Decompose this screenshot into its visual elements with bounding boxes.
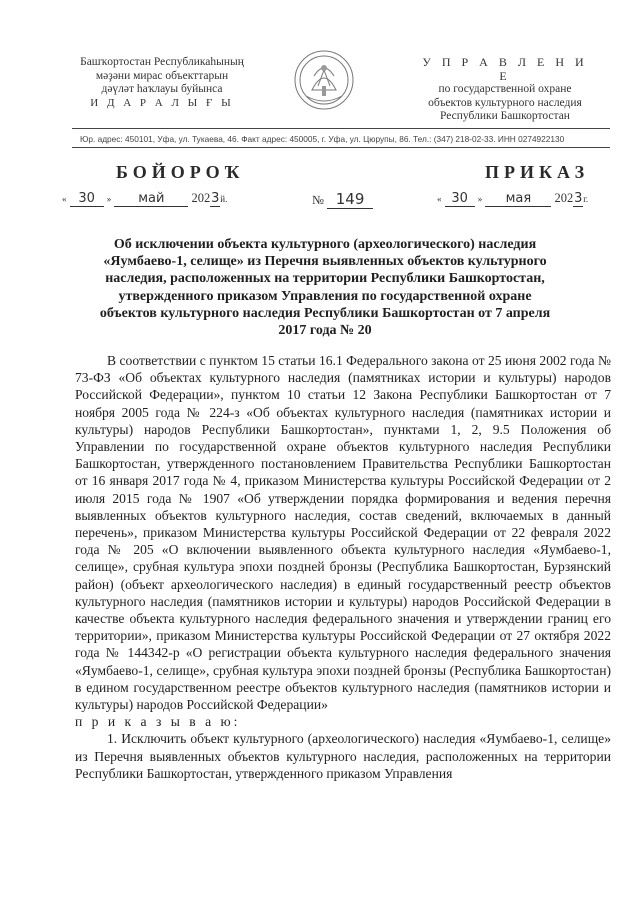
header-right-line-2: по государственной охране bbox=[438, 83, 572, 95]
body-item-1: 1. Исключить объект культурного (археологического) наследия «Яумбаево-1, селище» из Перечня выявленных объектов культурного наследия, расположенных на территории Республики Башкортостан, утвержденного приказом Управления bbox=[75, 731, 611, 781]
header-right-line-3: объектов культурного наследия bbox=[428, 96, 582, 109]
order-title: Об исключении объекта культурного (археологического) наследия «Яумбаево-1, селище» из Перечня выявленных объектов культурного наследия, расположенных на территории Республики Башкортостан, утвержденного приказом Управления по государственной охране объектов культурного наследия Республики Башкортостан от 7 апреля 2017 года № 20 bbox=[99, 237, 551, 339]
order-date-right-month: мая bbox=[485, 191, 551, 207]
order-date-right: « 30 » мая 2023г. bbox=[437, 191, 589, 206]
order-date-right-year: 3 bbox=[574, 191, 583, 206]
order-date-left: « 30 » май 2023й. bbox=[62, 191, 228, 206]
order-date-right-day: 30 bbox=[445, 191, 475, 207]
header-divider-top bbox=[72, 128, 610, 129]
order-date-left-month: май bbox=[114, 191, 188, 207]
header-right-line-4: Республики Башкортостан bbox=[440, 110, 570, 122]
order-word-russian: ПРИКАЗ bbox=[485, 162, 590, 182]
header-right-line-1: У П Р А В Л Е Н И Е bbox=[422, 55, 588, 83]
bashkortostan-emblem-icon bbox=[292, 46, 356, 114]
organization-address: Юр. адрес: 450101, Уфа, ул. Тукаева, 46. Факт адрес: 450005, г. Уфа, ул. Цюрупы, 86. Тел.: (347) 218-02-33. ИНН 0274922130 bbox=[80, 134, 565, 144]
header-left-bashkir bbox=[72, 56, 252, 110]
order-date-left-year: 3 bbox=[211, 191, 220, 206]
header-divider-bottom bbox=[72, 147, 610, 148]
order-word-bashkir: БОЙОРОҠ bbox=[116, 162, 245, 182]
header-left-line-2: мәҙәни мирас объекттарын bbox=[95, 69, 229, 82]
header-left-line-4: И Д А Р А Л Ы Ғ Ы bbox=[90, 96, 234, 109]
order-number-value: 149 bbox=[327, 190, 373, 209]
body-order-call: п р и к а з ы в а ю: bbox=[75, 714, 241, 730]
header-left-line-1: Башҡортостан Республикаһының bbox=[80, 56, 244, 68]
order-number-prefix: № bbox=[312, 193, 324, 207]
body-paragraph-preamble: В соответствии с пунктом 15 статьи 16.1 Федерального закона от 25 июня 2002 года № 73-ФЗ «Об объектах культурного наследия (памятниках истории и культуры) народов Российской Федерации», пунктом 10 статьи 12 Закона Республики Башкортостан от 7 ноября 2005 года № 224-з «Об объектах культурного наследия (памятниках истории и культуры) народов Республики Башкортостан», пунктами 1, 2, 9.5 Положения об Управлении по государственной охране объектов культурного наследия Республики Башкортостан, утвержденного постановлением Правительства Республики Башкортостан от 16 января 2017 года № 4, приказом Министерства культуры Российской Федерации от 2 июля 2015 года № 1907 «Об утверждении порядка формирования и ведения перечня выявленных объектов культурного наследия, состав сведений, включаемых в данный перечень», приказом Министерства культуры Российской Федерации от 22 февраля 2022 года № 205 «О включении выявленного объекта культурного наследия «Яумбаево-1, селище», срубная культура эпохи поздней бронзы (Республика Башкортостан, Бурзянский район) (объект археологического наследия) в единый государственный реестр объектов культурного наследия (памятников истории и культуры) народов Российской Федерации в качестве объекта культурного наследия федерального значения и утверждении границ его территории», приказом Министерства культуры Российской Федерации от 27 октября 2022 года № 144342-р «О регистрации объекта культурного наследия федерального значения «Яумбаево-1, селище», срубная культура эпохи поздней бронзы (Республика Башкортостан) в едином государственном реестре объектов культурного наследия (памятников истории и культуры) народов Российской Федерации» bbox=[75, 353, 611, 713]
header-right-russian bbox=[415, 56, 595, 124]
header-left-line-3: дәүләт һаҡлауы буйынса bbox=[101, 83, 223, 95]
order-date-left-day: 30 bbox=[70, 191, 104, 207]
order-number bbox=[312, 190, 373, 209]
order-body bbox=[75, 352, 611, 782]
